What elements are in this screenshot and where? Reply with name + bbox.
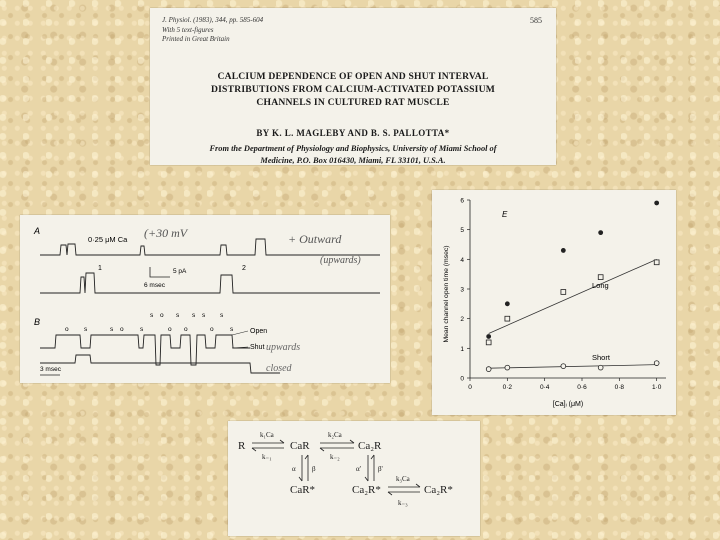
data-point-open-square bbox=[505, 316, 510, 321]
event-label: s bbox=[140, 326, 144, 333]
y-tick-label: 6 bbox=[460, 197, 464, 205]
rate-beta-prime: β' bbox=[378, 465, 383, 473]
data-point-open-circle bbox=[561, 364, 566, 369]
panel-b-label: B bbox=[34, 317, 41, 327]
scale-current-label: 5 pA bbox=[173, 268, 187, 275]
species-car-open: CaR* bbox=[290, 484, 316, 496]
data-point-open-circle bbox=[486, 367, 491, 372]
species-ca2r: Ca₂R bbox=[358, 440, 382, 452]
data-point-open-circle bbox=[598, 365, 603, 370]
data-point-open-square bbox=[486, 340, 491, 345]
y-tick-label: 5 bbox=[460, 227, 464, 235]
y-axis-label: Mean channel open time (msec) bbox=[443, 245, 450, 343]
scale-time-a-label: 6 msec bbox=[144, 282, 165, 289]
x-tick-label: 0·8 bbox=[614, 384, 625, 391]
kinetic-scheme bbox=[228, 421, 480, 536]
event-label: o bbox=[160, 312, 164, 319]
data-points bbox=[486, 201, 659, 372]
data-point-filled-circle bbox=[561, 248, 566, 253]
open-time-chart bbox=[432, 190, 676, 415]
data-point-filled-circle bbox=[486, 334, 491, 339]
event-label: s bbox=[84, 326, 88, 333]
event-label: o bbox=[184, 326, 188, 333]
trend-line bbox=[489, 365, 657, 369]
paper-authors: BY K. L. MAGLEBY AND B. S. PALLOTTA* bbox=[256, 128, 450, 138]
handwritten-upwards: (upwards) bbox=[320, 255, 361, 266]
event-labels bbox=[65, 312, 234, 333]
data-point-open-circle bbox=[505, 365, 510, 370]
traces-svg bbox=[20, 215, 390, 383]
handwritten-closed: closed bbox=[266, 363, 292, 374]
current-traces-figure bbox=[20, 215, 390, 383]
scheme-svg bbox=[228, 421, 480, 536]
x-tick-label: 0 bbox=[468, 384, 472, 391]
data-point-open-square bbox=[598, 275, 603, 280]
series-label-long: Long bbox=[592, 281, 609, 290]
paper-affiliation: From the Department of Physiology and Biophysics, University of Miami School of Medicine, P.O. Box 016430, Miami, FL 33101, U.S.A. bbox=[209, 144, 497, 165]
journal-citation: J. Physiol. (1983), 344, pp. 585-604 With 5 text-figures Printed in Great Britain bbox=[162, 16, 264, 43]
trend-lines bbox=[489, 259, 657, 368]
page-number: 585 bbox=[530, 16, 542, 25]
event-label: o bbox=[65, 326, 69, 333]
event-label: s bbox=[202, 312, 206, 319]
rate-k-3: k₋₃ bbox=[398, 499, 408, 507]
y-tick-label: 1 bbox=[460, 345, 464, 353]
rate-beta: β bbox=[312, 465, 316, 473]
event-label: s bbox=[176, 312, 180, 319]
event-label: o bbox=[210, 326, 214, 333]
x-tick-label: 0·4 bbox=[539, 384, 550, 391]
series-label-short: Short bbox=[592, 353, 610, 362]
shut-state-label: Shut bbox=[250, 344, 265, 351]
rate-k-1: k₋₁ bbox=[262, 453, 272, 461]
species-ca2r-open: Ca₂R* bbox=[352, 484, 381, 496]
open-pointer bbox=[232, 331, 248, 335]
handwritten-outward: + Outward bbox=[288, 232, 342, 246]
species-car: CaR bbox=[290, 440, 310, 452]
panel-e-label: E bbox=[502, 210, 508, 219]
scheme-arrows bbox=[252, 440, 420, 495]
y-tick-label: 3 bbox=[460, 286, 464, 294]
y-ticks bbox=[460, 198, 470, 383]
event-label: s bbox=[192, 312, 196, 319]
species-ca2r-open-2: Ca₂R* bbox=[424, 484, 453, 496]
y-tick-label: 2 bbox=[460, 316, 464, 324]
data-point-filled-circle bbox=[598, 230, 603, 235]
scale-time-b-label: 3 msec bbox=[40, 366, 61, 373]
y-tick-label: 4 bbox=[460, 256, 464, 264]
trend-line bbox=[489, 259, 657, 333]
rate-k2ca: k₂Ca bbox=[328, 431, 342, 439]
event-label: s bbox=[110, 326, 114, 333]
x-axis-label: [Ca]ᵢ (μM) bbox=[552, 401, 584, 408]
data-point-open-square bbox=[561, 290, 566, 295]
event-label: o bbox=[168, 326, 172, 333]
y-tick-label: 0 bbox=[460, 375, 464, 383]
handwritten-upwards-b: upwards bbox=[266, 342, 301, 353]
trace-a-line-2 bbox=[40, 273, 380, 293]
species-r: R bbox=[238, 440, 246, 452]
panel-a-label: A bbox=[34, 226, 41, 236]
event-label: s bbox=[230, 326, 234, 333]
x-ticks bbox=[468, 378, 662, 391]
rate-alpha-prime: α' bbox=[356, 465, 361, 473]
event-label: s bbox=[220, 312, 224, 319]
data-point-filled-circle bbox=[654, 201, 659, 206]
scale-bar-a bbox=[150, 267, 170, 277]
chart-svg bbox=[432, 190, 676, 415]
event-label: o bbox=[120, 326, 124, 333]
handwritten-voltage: (+30 mV bbox=[144, 226, 188, 240]
marker-2: 2 bbox=[242, 265, 246, 272]
data-point-open-circle bbox=[654, 361, 659, 366]
rate-k3ca: k₃Ca bbox=[396, 475, 410, 483]
rate-k1ca: k₁Ca bbox=[260, 431, 274, 439]
marker-1: 1 bbox=[98, 265, 102, 272]
paper-title: CALCIUM DEPENDENCE OF OPEN AND SHUT INTERVAL DISTRIBUTIONS FROM CALCIUM-ACTIVATED POTASSIUM CHANNELS IN CULTURED RAT MUSCLE bbox=[211, 71, 495, 108]
trace-b-line-1 bbox=[40, 335, 250, 365]
x-tick-label: 1·0 bbox=[651, 384, 662, 391]
x-tick-label: 0·2 bbox=[502, 384, 513, 391]
x-tick-label: 0·6 bbox=[577, 384, 587, 391]
rate-k-2: k₋₂ bbox=[330, 453, 340, 461]
data-point-filled-circle bbox=[505, 301, 510, 306]
concentration-label: 0·25 μM Ca bbox=[88, 235, 128, 244]
paper-header bbox=[150, 8, 556, 165]
open-state-label: Open bbox=[250, 328, 268, 335]
event-label: s bbox=[150, 312, 154, 319]
data-point-open-square bbox=[654, 260, 659, 265]
rate-alpha: α bbox=[292, 465, 296, 473]
